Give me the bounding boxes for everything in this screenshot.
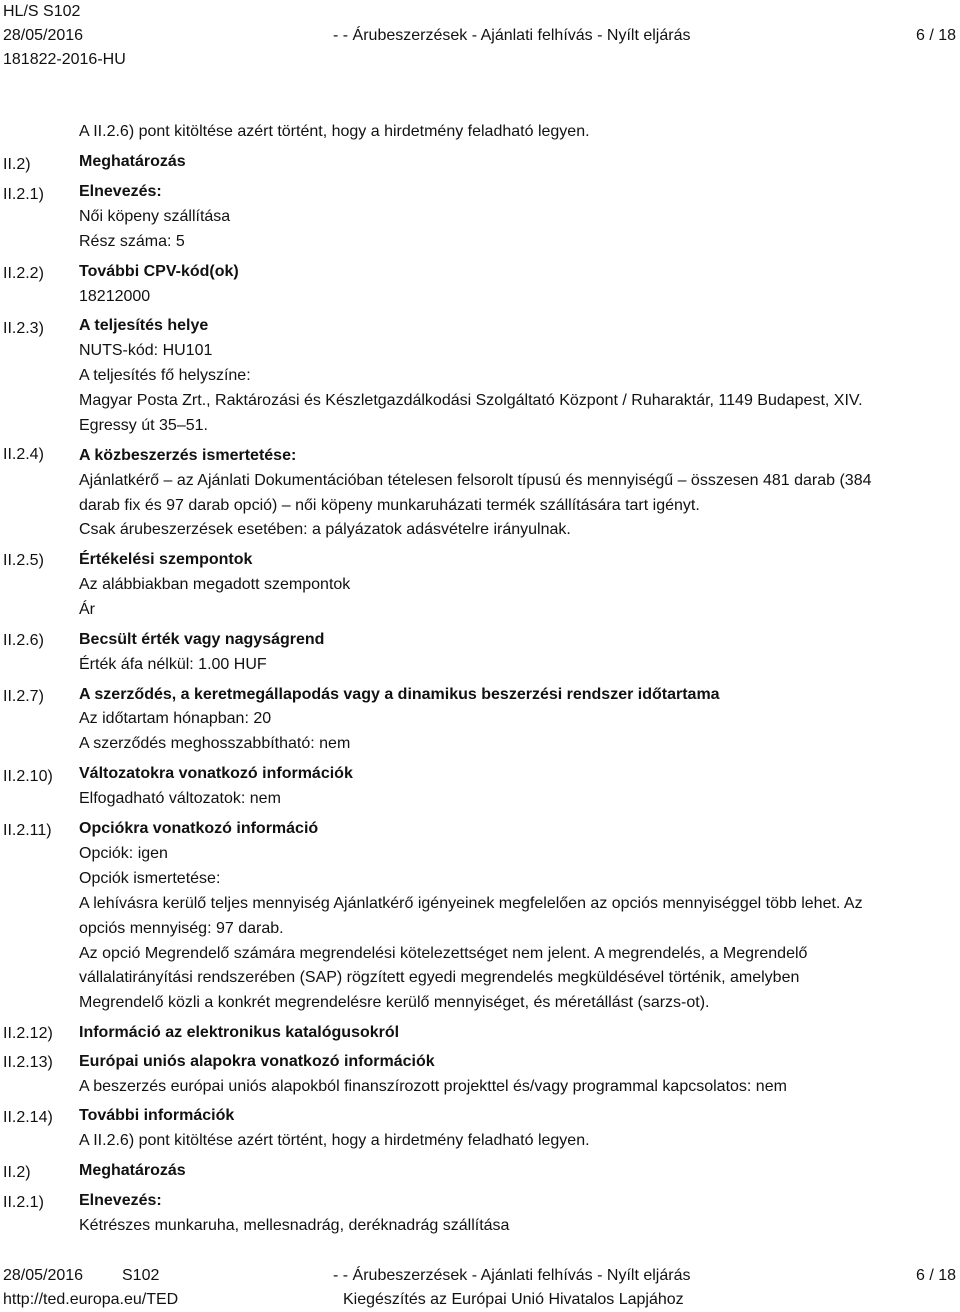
- body-text: Megrendelő közli a konkrét megrendelésre kerülő mennyiséget, és méretállást (sarzs-ot).: [79, 994, 710, 1011]
- section-heading: Becsült érték vagy nagyságrend: [79, 631, 325, 648]
- field-value: NUTS-kód: HU101: [79, 342, 213, 359]
- field-label: Opciók ismertetése:: [79, 870, 221, 887]
- field-value: Kétrészes munkaruha, mellesnadrág, deréknadrág szállítása: [79, 1217, 510, 1234]
- footer-journal-code: S102: [122, 1267, 160, 1284]
- header-page-number: 6 / 18: [915, 27, 956, 44]
- section-heading: Meghatározás: [79, 1162, 186, 1179]
- body-text: opciós mennyiség: 97 darab.: [79, 920, 284, 937]
- section-number: II.2.12): [3, 1025, 53, 1042]
- section-heading: További információk: [79, 1107, 235, 1124]
- field-label: Elnevezés:: [79, 183, 162, 200]
- field-label: Elnevezés:: [79, 1192, 162, 1209]
- section-number: II.2.11): [3, 822, 52, 839]
- footer-page-number: 6 / 18: [915, 1267, 956, 1284]
- section-heading: Információ az elektronikus katalógusokról: [79, 1024, 400, 1041]
- section-number: II.2.5): [3, 552, 44, 569]
- field-value: Ár: [79, 601, 95, 618]
- section-number-column: [0, 0, 76, 1264]
- section-heading: Értékelési szempontok: [79, 551, 253, 568]
- section-number: II.2.1): [3, 1194, 44, 1211]
- field-value: Egressy út 35–51.: [79, 417, 208, 434]
- footer-date: 28/05/2016: [3, 1267, 84, 1284]
- publication-date: 28/05/2016: [3, 27, 84, 44]
- body-text: A II.2.6) pont kitöltése azért történt, hogy a hirdetmény feladható legyen.: [79, 123, 590, 140]
- section-number: II.2): [3, 1164, 31, 1181]
- body-text: Az opció Megrendelő számára megrendelési kötelezettséget nem jelent. A megrendelés, a Megrendelő: [79, 945, 808, 962]
- section-number: II.2.14): [3, 1109, 53, 1126]
- body-text: darab fix és 97 darab opció) – női köpeny munkaruházati termék szállítására tart igényt.: [79, 497, 700, 514]
- section-number: II.2.13): [3, 1054, 53, 1071]
- section-number: II.2.6): [3, 632, 44, 649]
- field-value: Elfogadható változatok: nem: [79, 790, 281, 807]
- field-value: A szerződés meghosszabbítható: nem: [79, 735, 351, 752]
- section-heading: Opciókra vonatkozó információ: [79, 820, 319, 837]
- section-heading: A szerződés, a keretmegállapodás vagy a dinamikus beszerzési rendszer időtartama: [79, 686, 720, 703]
- body-text: A II.2.6) pont kitöltése azért történt, hogy a hirdetmény feladható legyen.: [79, 1132, 590, 1149]
- body-text: A lehívásra kerülő teljes mennyiség Ajánlatkérő igényeinek megfelelően az opciós mennyiséggel több lehet. Az: [79, 895, 863, 912]
- section-heading: Változatokra vonatkozó információk: [79, 765, 353, 782]
- section-heading: További CPV-kód(ok): [79, 263, 239, 280]
- field-value: 18212000: [79, 288, 151, 305]
- journal-ref: HL/S S102: [3, 3, 81, 20]
- section-number: II.2.4): [3, 446, 44, 463]
- footer-supplement-title: Kiegészítés az Európai Unió Hivatalos Lapjához: [343, 1291, 684, 1308]
- notice-number: 181822-2016-HU: [3, 51, 126, 68]
- section-number: II.2): [3, 156, 31, 173]
- field-value: Az alábbiakban megadott szempontok: [79, 576, 351, 593]
- header-notice-type: - - Árubeszerzések - Ajánlati felhívás - Nyílt eljárás: [333, 27, 691, 44]
- section-heading: Meghatározás: [79, 153, 186, 170]
- section-heading: Európai uniós alapokra vonatkozó információk: [79, 1053, 435, 1070]
- footer-ted-link[interactable]: http://ted.europa.eu/TED: [3, 1291, 179, 1308]
- body-text: vállalatirányítási rendszerében (SAP) rögzített egyedi megrendelés megküldésével történik, amelyben: [79, 969, 800, 986]
- field-value: A beszerzés európai uniós alapokból finanszírozott projekttel és/vagy programmal kapcsolatos: nem: [79, 1078, 787, 1095]
- field-value: Női köpeny szállítása: [79, 208, 231, 225]
- field-value: Rész száma: 5: [79, 233, 185, 250]
- section-number: II.2.1): [3, 186, 44, 203]
- section-number: II.2.10): [3, 768, 53, 785]
- footer-notice-type: - - Árubeszerzések - Ajánlati felhívás - Nyílt eljárás: [333, 1267, 691, 1284]
- section-number: II.2.2): [3, 265, 44, 282]
- section-heading: A közbeszerzés ismertetése:: [79, 447, 297, 464]
- section-heading: A teljesítés helye: [79, 317, 209, 334]
- body-text: Ajánlatkérő – az Ajánlati Dokumentációban tételesen felsorolt típusú és mennyiségű – összesen 481 darab (384: [79, 472, 872, 489]
- section-number: II.2.7): [3, 688, 44, 705]
- field-value: Az időtartam hónapban: 20: [79, 710, 272, 727]
- field-value: Opciók: igen: [79, 845, 168, 862]
- field-value: Érték áfa nélkül: 1.00 HUF: [79, 656, 267, 673]
- section-number: II.2.3): [3, 320, 44, 337]
- field-label: A teljesítés fő helyszíne:: [79, 367, 251, 384]
- field-value: Magyar Posta Zrt., Raktározási és Készletgazdálkodási Szolgáltató Központ / Ruharaktár, 1149 Budapest, XIV.: [79, 392, 863, 409]
- body-text: Csak árubeszerzések esetében: a pályázatok adásvételre irányulnak.: [79, 521, 571, 538]
